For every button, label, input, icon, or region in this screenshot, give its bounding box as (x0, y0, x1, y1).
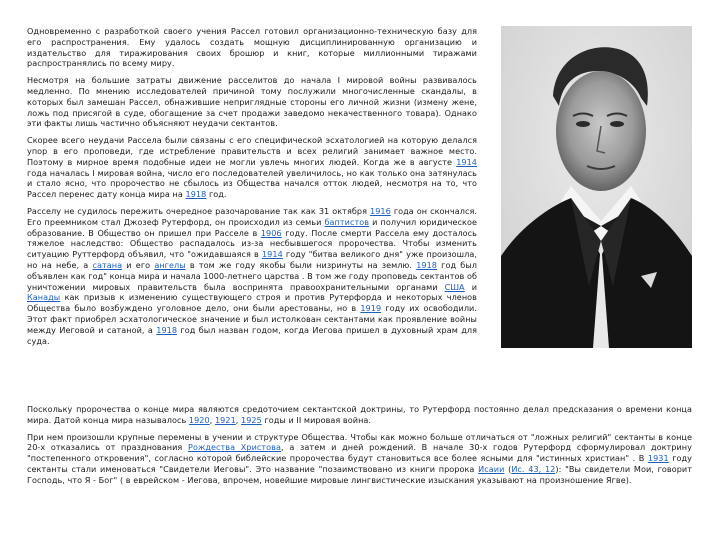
paragraph-text: , (235, 414, 242, 425)
paragraph-text: года он скончался. Его преемником стал Джозеф Рутерфорд, он происходил из семьи (27, 205, 478, 227)
inline-link[interactable]: 1921 (214, 414, 236, 425)
inline-link[interactable]: баптистов (324, 216, 370, 227)
inline-link[interactable]: 1931 (647, 453, 669, 464)
paragraph (27, 404, 692, 426)
paragraph-text: При нем произошли крупные перемены в учении и структуре Общества. Чтобы как можно больше отличаться от "ложных религий" сектанты в конце 20-х отказались от празднования (27, 431, 692, 453)
paragraph (27, 206, 477, 346)
paragraph (27, 135, 477, 200)
paragraph (27, 26, 477, 69)
inline-link[interactable]: 1914 (456, 156, 477, 167)
paragraph-text: Несмотря на большие затраты движение расселитов до начала I мировой войны развивалось медленно. По мнению исследователей причиной тому послужили многочисленные скандалы, в которых был замешан Рассел, обнажившие неприглядные стороны его личной жизни (измену жене, ложь под присягой в суде, обогащение за счет продажи заведомо некачественного товара). Однако эти факты лишь частично объясняют неудачи сектантов. (27, 75, 477, 129)
paragraph-text: году их освободили. Этот факт приобрел эсхатологическое значение и был истолкован сектантами как проявление войны между Иеговой и сатаной, а (27, 303, 477, 335)
inline-link[interactable]: ангелы (154, 259, 186, 270)
paragraph-text: и его (122, 259, 155, 270)
paragraph-text: ( (504, 463, 512, 474)
inline-link[interactable]: 1919 (360, 303, 382, 314)
paragraph-text: году сектанты стали именоваться "Свидетели Иеговы". Это название "позаимствовано из книги пророка (27, 453, 692, 474)
inline-link[interactable]: 1918 (416, 259, 437, 270)
inline-link[interactable]: 1920 (188, 414, 210, 425)
paragraph-text: года началась I мировая война, число его последователей увеличилось, но как только она затянулась и стало ясно, что пророчество не сбылось из Общества начался отток людей, несмотря на то, что Рассел перенес дату конца мира на (27, 167, 477, 200)
paragraph-text: годы и II мировая война. (261, 414, 372, 425)
paragraph-text: год был объявлен как год" конца мира и начала 1000-летнего царства . В том же году проповедь сектантов об уничтожении мировых правительств была воспринята правоохранительными органами (27, 259, 478, 292)
inline-link[interactable]: Канады (27, 292, 61, 303)
inline-link[interactable]: Рождества Христова (188, 442, 281, 453)
paragraph-text: и (464, 281, 478, 292)
inline-link[interactable]: 1906 (260, 227, 282, 238)
inline-link[interactable]: 1918 (156, 324, 178, 335)
inline-link[interactable]: Ис. 43, 12 (511, 463, 556, 474)
inline-link[interactable]: 1916 (370, 205, 391, 216)
paragraph-text: год. (206, 189, 227, 200)
inline-link[interactable]: Исаии (478, 463, 505, 474)
portrait-photo (501, 26, 692, 348)
inline-link[interactable]: 1918 (185, 189, 207, 200)
inline-link[interactable]: 1914 (261, 249, 283, 260)
text-column (27, 26, 477, 352)
paragraph-text: Одновременно с разработкой своего учения Рассел готовил организационно-техническую базу для его распространения. Ему удалось создать мощную дисциплинированную организацию и издательство для тиражирования своих брошюр и книг, которые миллионными тиражами распространялись по всему миру. (27, 26, 477, 69)
paragraph-text: Расселу не судилось пережить очередное разочарование так как 31 октября (27, 205, 371, 216)
inline-link[interactable]: США (444, 281, 465, 292)
text-column-full (27, 404, 692, 492)
paragraph-text: и получил юридическое образование. В Общество он пришел при Расселе в (27, 216, 477, 238)
portrait-photo-icon (501, 26, 692, 348)
paragraph-text: Поскольку пророчества о конце мира являются средоточием сектантской доктрины, то Рутерфорд постоянно делал предсказания о времени конца мира. Датой конца мира называлось (27, 404, 692, 425)
paragraph-text: году "битва великого дня" уже произошла, но на небе, а (27, 249, 477, 270)
paragraph-text: , (209, 414, 215, 425)
inline-link[interactable]: сатана (92, 259, 123, 270)
paragraph-text: год был назван годом, когда Иегова пришел в духовный храм для суда. (27, 324, 477, 346)
paragraph-text: в том же году якобы были низринуты на землю. (185, 259, 417, 270)
inline-link[interactable]: 1925 (241, 414, 262, 425)
paragraph-text: ): "Вы свидетели Мои, говорит Господь, что Я - Бог" ( в еврейском - Иегова, впрочем, новейшие мировые лингвистические изыскания указывают на произношение Ягве). (27, 463, 692, 485)
paragraph-text: как призыв к изменению существующего строя и против Рутерфорда и некоторых членов Общества было возбуждено уголовное дело, они были арестованы, но в (27, 292, 477, 314)
paragraph (27, 432, 692, 486)
paragraph-text: , а затем и дней рождений. В начале 30-х годов Рутерфорд сформулировал доктрину "постепенного откровения", согласно которой библейские пророчества будут становиться все более ясными для "истинных христиан" . В (27, 442, 692, 464)
paragraph-text: Скорее всего неудачи Рассела были связаны с его специфической эсхатологией на которую делался упор в его проповеди, где истребление правительств и всех религий занимает важное место. Поэтому в мирное время подобные идеи не могли увлечь многих людей. Когда же в августе (27, 135, 477, 167)
paragraph (27, 75, 477, 129)
paragraph-text: году. После смерти Рассела ему досталось тяжелое наследство: Общество распадалось из-за несбывшегося пророчества. Чтобы изменить ситуацию Руттерфорд объявил, что "ожидавшаяся в (27, 227, 477, 260)
